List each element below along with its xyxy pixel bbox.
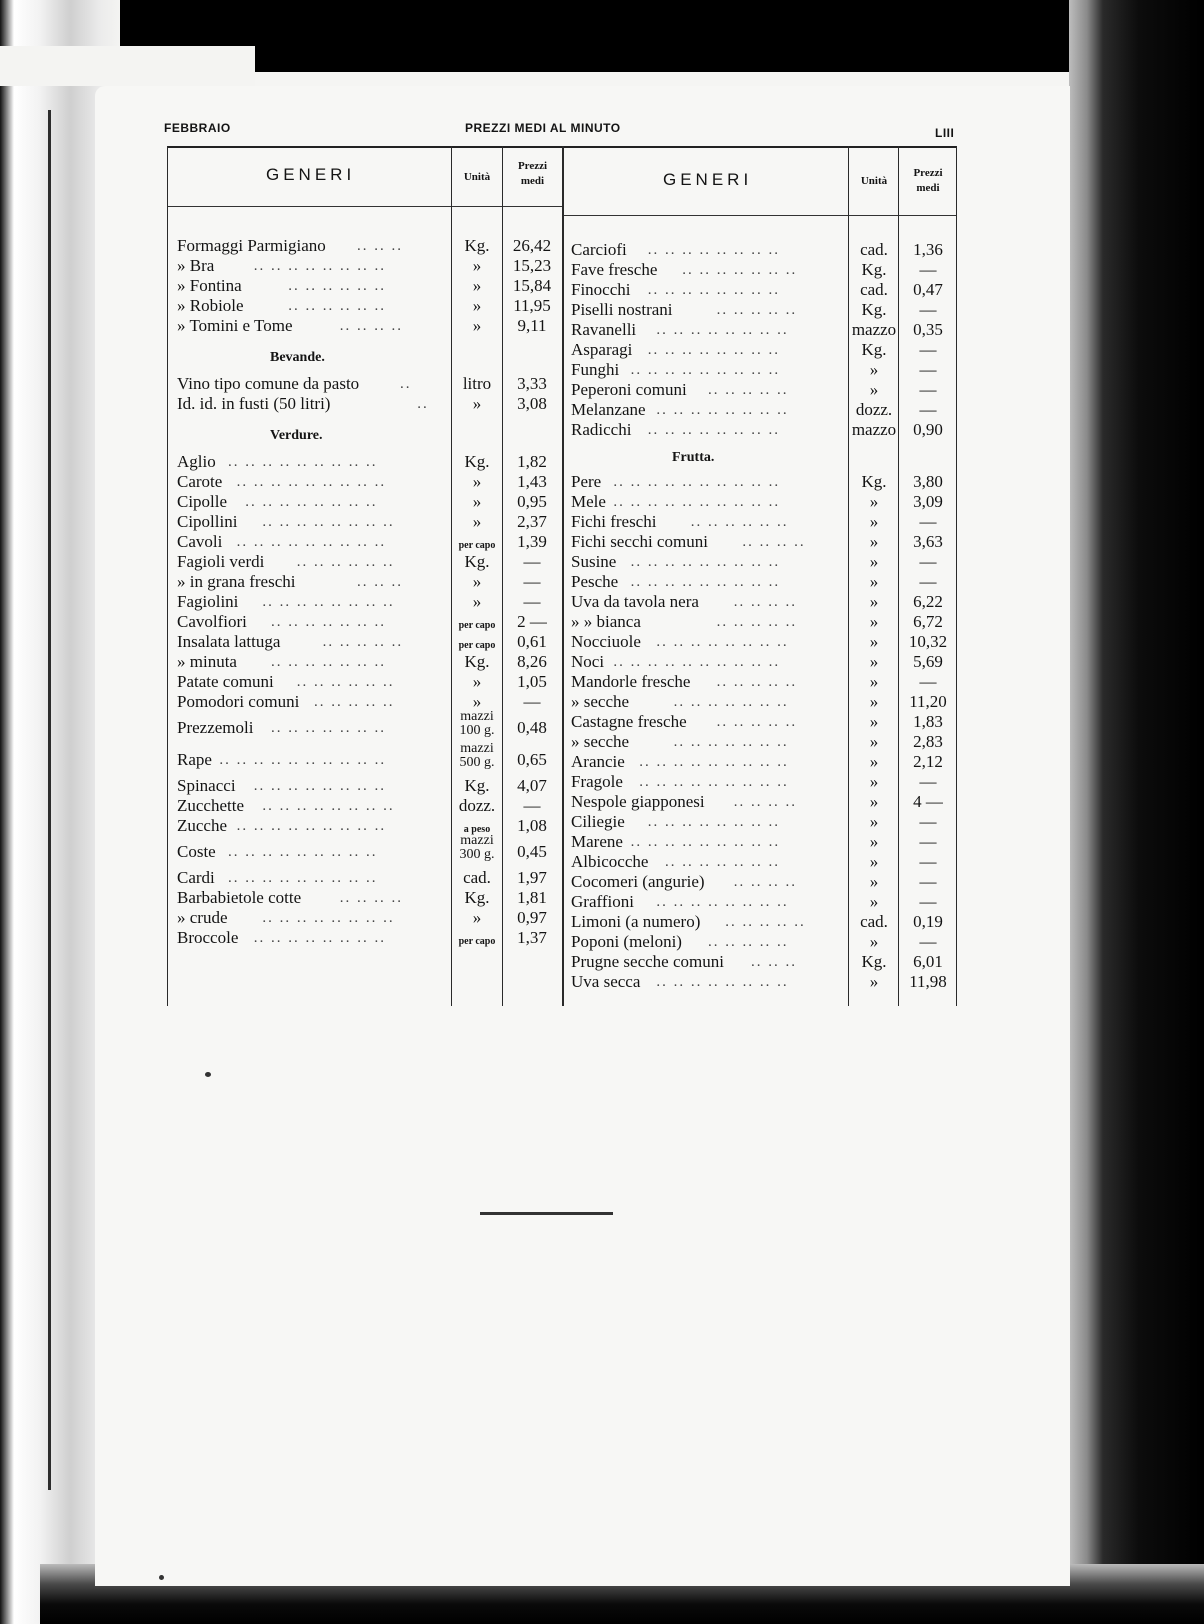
item-name: Susine [571, 552, 617, 571]
item-price: 0,95 [517, 492, 547, 511]
leader-dots: .. .. .. .. .. [322, 634, 404, 650]
item-name: » crude [177, 908, 228, 927]
item-unit: Kg. [464, 652, 490, 671]
item-unit: a peso [463, 824, 491, 835]
item-unit: Kg. [861, 340, 887, 359]
section-title: Bevande. [270, 350, 325, 365]
item-unit: » [869, 872, 879, 891]
item-unit: per capo [458, 540, 496, 551]
item-unit: » [869, 592, 879, 611]
leader-dots: .. .. .. .. .. .. .. .. .. .. [219, 752, 387, 768]
item-price: — [919, 400, 937, 419]
item-unit: per capo [458, 936, 496, 947]
item-name: Cipollini [177, 512, 238, 531]
item-unit: » [869, 360, 879, 379]
item-unit: » [869, 492, 879, 511]
item-unit: » [472, 316, 482, 335]
table-col-divider [898, 146, 899, 1006]
leader-dots: .. .. .. .. .. .. .. .. [262, 594, 395, 610]
item-name: Uva secca [571, 972, 641, 991]
item-unit: litro [462, 374, 492, 393]
item-price: 11,98 [909, 972, 947, 991]
item-name: Albicocche [571, 852, 649, 871]
leader-dots: .. .. .. .. .. .. .. .. .. [630, 554, 781, 570]
item-price: 0,65 [517, 750, 547, 769]
item-price: — [523, 592, 541, 611]
item-unit: » [472, 908, 482, 927]
leader-dots: .. .. .. .. .. [708, 934, 789, 950]
leader-dots: .. .. .. .. .. .. .. .. [253, 258, 387, 274]
leader-dots: .. .. .. .. .. [716, 302, 798, 318]
leader-dots: .. .. .. .. .. .. .. .. .. [639, 754, 789, 770]
item-unit: » [472, 394, 482, 413]
item-unit: » [869, 512, 879, 531]
item-price: — [919, 300, 937, 319]
item-price: 9,11 [517, 316, 547, 335]
item-price: 1,43 [517, 472, 547, 491]
item-name: Cipolle [177, 492, 228, 511]
scan-border-right [1069, 0, 1204, 1624]
item-price: — [919, 380, 937, 399]
item-unit: Kg. [464, 452, 490, 471]
item-name: » Fontina [177, 276, 242, 295]
leader-dots: .. .. .. [751, 954, 797, 970]
column-header-generi-right: GENERI [663, 170, 753, 189]
item-price: 3,80 [913, 472, 943, 491]
leader-dots: .. .. .. .. .. .. .. .. .. [228, 454, 378, 470]
item-unit: » [869, 532, 879, 551]
leader-dots: .. .. .. .. .. .. [296, 554, 395, 570]
item-price: 0,47 [913, 280, 943, 299]
item-price: 11,20 [909, 692, 947, 711]
item-price: 2,37 [517, 512, 547, 531]
item-price: — [919, 360, 937, 379]
item-unit: » [869, 772, 879, 791]
item-unit: mazzo [851, 320, 897, 339]
item-unit: mazzi 500 g. [459, 741, 495, 770]
item-name: Ciliegie [571, 812, 625, 831]
medi-label: medi [520, 175, 545, 187]
item-unit: » [869, 672, 879, 691]
leader-dots: .. .. .. .. .. [708, 382, 789, 398]
item-unit: » [869, 572, 879, 591]
item-price: 0,61 [517, 632, 547, 651]
leader-dots: .. .. .. .. .. .. .. .. .. .. [613, 654, 781, 670]
item-name: Aglio [177, 452, 216, 471]
item-price: 6,72 [913, 612, 943, 631]
item-unit: » [869, 632, 879, 651]
item-unit: Kg. [464, 552, 490, 571]
item-name: Castagne fresche [571, 712, 687, 731]
table-left-border [167, 146, 168, 1006]
item-unit: » [869, 852, 879, 871]
leader-dots: .. .. .. .. .. [716, 714, 798, 730]
item-name: Cardi [177, 868, 215, 887]
item-price: 0,97 [517, 908, 547, 927]
item-name: Peperoni comuni [571, 380, 687, 399]
item-unit: » [472, 472, 482, 491]
item-price: 0,48 [517, 718, 547, 737]
item-unit: » [472, 672, 482, 691]
item-price: 2,12 [913, 752, 943, 771]
item-name: Piselli nostrani [571, 300, 673, 319]
item-name: Rape [177, 750, 212, 769]
item-price: 6,01 [913, 952, 943, 971]
item-name: » Bra [177, 256, 215, 275]
leader-dots: .. .. .. .. [733, 594, 798, 610]
item-price: 1,39 [517, 532, 547, 551]
item-name: Zucchette [177, 796, 245, 815]
item-name: Fagioli verdi [177, 552, 265, 571]
leader-dots: .. .. .. .. .. .. .. .. [656, 402, 789, 418]
leader-dots: .. .. .. .. .. .. .. .. [262, 514, 395, 530]
item-name: Id. id. in fusti (50 litri) [177, 394, 331, 413]
item-price: — [919, 340, 937, 359]
item-unit: per capo [458, 640, 496, 651]
item-name: Zucche [177, 816, 228, 835]
leader-dots: .. .. .. .. [733, 874, 798, 890]
item-unit: » [869, 552, 879, 571]
leader-dots: .. .. .. .. .. .. .. .. .. [639, 774, 789, 790]
column-header-unita-right: Unità [860, 175, 888, 187]
table-col-divider [502, 146, 503, 1006]
leader-dots: .. .. .. .. .. .. .. .. .. [630, 362, 781, 378]
item-unit: » [472, 256, 482, 275]
leader-dots: .. .. .. .. .. .. .. .. [245, 494, 378, 510]
leader-dots: .. .. .. .. [742, 534, 806, 550]
item-name: Marene [571, 832, 623, 851]
item-name: » Tomini e Tome [177, 316, 293, 335]
item-price: 1,05 [517, 672, 547, 691]
item-price: — [523, 692, 541, 711]
item-name: Fagiolini [177, 592, 239, 611]
item-price: — [919, 552, 937, 571]
item-price: — [919, 852, 937, 871]
column-header-generi-left: GENERI [266, 165, 356, 184]
leader-dots: .. [400, 376, 412, 392]
item-name: Pere [571, 472, 602, 491]
item-name: Graffioni [571, 892, 634, 911]
table-col-divider [451, 146, 452, 1006]
item-name: Carote [177, 472, 223, 491]
item-name: » secche [571, 692, 630, 711]
item-price: — [919, 512, 937, 531]
item-price: 15,84 [512, 276, 552, 295]
item-unit: » [472, 276, 482, 295]
item-name: » » bianca [571, 612, 641, 631]
leader-dots: .. .. .. .. .. .. .. .. [647, 242, 781, 258]
leader-dots: .. .. .. [357, 574, 403, 590]
item-unit: » [869, 652, 879, 671]
item-unit: mazzi 100 g. [459, 709, 495, 738]
item-price: — [523, 552, 541, 571]
item-price: — [919, 572, 937, 591]
item-price: 8,26 [517, 652, 547, 671]
section-title: Frutta. [672, 450, 715, 465]
running-head-title: PREZZI MEDI AL MINUTO [465, 121, 621, 135]
leader-dots: .. .. .. .. .. .. .. .. .. [630, 834, 781, 850]
item-price: — [919, 260, 937, 279]
item-unit: Kg. [464, 236, 490, 255]
item-price: 4 — [913, 792, 943, 811]
page-number: LIII [935, 126, 955, 140]
item-price: 3,63 [913, 532, 943, 551]
item-price: 1,82 [517, 452, 547, 471]
item-name: Carciofi [571, 240, 627, 259]
table-col-divider [848, 146, 849, 1006]
item-name: Cavolfiori [177, 612, 247, 631]
item-name: Noci [571, 652, 605, 671]
scan-edge-line [48, 110, 51, 1490]
item-unit: » [472, 592, 482, 611]
leader-dots: .. .. .. .. .. .. [288, 298, 386, 314]
item-unit: mazzi 300 g. [459, 833, 495, 862]
item-price: 1,36 [913, 240, 943, 259]
item-price: 26,42 [512, 236, 552, 255]
item-unit: Kg. [861, 952, 887, 971]
item-price: 0,45 [517, 842, 547, 861]
leader-dots: .. .. .. .. .. .. .. .. [647, 342, 781, 358]
item-price: 2 — [517, 612, 547, 631]
item-price: 11,95 [513, 296, 551, 315]
item-name: Nespole giapponesi [571, 792, 705, 811]
item-name: Fichi freschi [571, 512, 657, 531]
item-name: Formaggi Parmigiano [177, 236, 326, 255]
leader-dots: .. .. .. .. .. [314, 694, 395, 710]
item-price: 6,22 [913, 592, 943, 611]
item-price: 5,69 [913, 652, 943, 671]
item-name: » minuta [177, 652, 237, 671]
item-price: — [919, 892, 937, 911]
item-unit: » [869, 932, 879, 951]
leader-dots: .. .. .. .. .. .. .. .. .. [228, 870, 378, 886]
leader-dots: .. .. .. .. .. .. .. .. .. [236, 534, 387, 550]
item-name: Spinacci [177, 776, 236, 795]
item-unit: Kg. [464, 776, 490, 795]
item-name: » in grana freschi [177, 572, 296, 591]
prezzi-label: Prezzi [913, 167, 943, 179]
item-price: 3,33 [517, 374, 547, 393]
prezzi-label: Prezzi [517, 160, 548, 172]
item-unit: cad. [463, 868, 491, 887]
scan-speck [205, 1072, 211, 1077]
item-price: 0,35 [913, 320, 943, 339]
item-unit: cad. [860, 912, 888, 931]
item-name: Radicchi [571, 420, 632, 439]
leader-dots: .. .. .. .. .. [725, 914, 806, 930]
leader-dots: .. .. .. .. .. .. [288, 278, 386, 294]
item-price: 1,08 [517, 816, 547, 835]
item-unit: Kg. [861, 472, 887, 491]
item-name: Uva da tavola nera [571, 592, 699, 611]
leader-dots: .. .. .. .. .. .. .. [271, 614, 386, 630]
item-unit: » [869, 692, 879, 711]
item-name: Finocchi [571, 280, 631, 299]
item-name: Prugne secche comuni [571, 952, 724, 971]
leader-dots: .. .. .. .. [339, 318, 404, 334]
section-title: Verdure. [270, 428, 323, 443]
item-price: 1,97 [517, 868, 547, 887]
item-name: Mandorle fresche [571, 672, 691, 691]
leader-dots: .. .. .. .. .. .. [690, 514, 789, 530]
leader-dots: .. .. .. .. .. .. .. [673, 734, 789, 750]
item-name: Insalata lattuga [177, 632, 281, 651]
scan-notch [0, 46, 255, 86]
item-price: — [523, 796, 541, 815]
item-name: Patate comuni [177, 672, 274, 691]
leader-dots: .. .. .. .. .. .. .. .. .. .. [613, 474, 781, 490]
column-header-prezzi-right [901, 166, 955, 196]
leader-dots: .. [417, 396, 429, 412]
item-name: Vino tipo comune da pasto [177, 374, 360, 393]
item-price: — [523, 572, 541, 591]
leader-dots: .. .. .. [357, 238, 403, 254]
item-name: Fave fresche [571, 260, 658, 279]
leader-dots: .. .. .. .. .. .. .. .. [656, 322, 789, 338]
item-name: Barbabietole cotte [177, 888, 302, 907]
table-center-divider [562, 146, 564, 1006]
item-name: Fichi secchi comuni [571, 532, 708, 551]
leader-dots: .. .. .. .. .. .. .. .. .. [236, 474, 387, 490]
item-name: » Robiole [177, 296, 244, 315]
leader-dots: .. .. .. .. .. .. .. .. .. [228, 844, 378, 860]
item-name: Pesche [571, 572, 619, 591]
item-unit: » [472, 572, 482, 591]
leader-dots: .. .. .. .. .. .. .. .. [262, 798, 395, 814]
item-name: Ravanelli [571, 320, 637, 339]
leader-dots: .. .. .. .. .. .. .. .. [647, 814, 781, 830]
item-price: — [919, 672, 937, 691]
leader-dots: .. .. .. .. .. .. .. .. [253, 930, 387, 946]
item-unit: » [869, 792, 879, 811]
item-unit: » [472, 492, 482, 511]
item-unit: » [869, 892, 879, 911]
item-name: Cocomeri (angurie) [571, 872, 705, 891]
leader-dots: .. .. .. .. .. .. .. .. [253, 778, 387, 794]
item-price: 1,83 [913, 712, 943, 731]
item-unit: mazzo [851, 420, 897, 439]
item-name: Coste [177, 842, 216, 861]
item-name: Pomodori comuni [177, 692, 300, 711]
item-unit: » [869, 612, 879, 631]
item-price: — [919, 772, 937, 791]
item-price: — [919, 872, 937, 891]
leader-dots: .. .. .. .. .. .. .. .. [262, 910, 395, 926]
item-price: — [919, 812, 937, 831]
item-name: Poponi (meloni) [571, 932, 682, 951]
scan-speck [159, 1575, 164, 1580]
item-unit: cad. [860, 280, 888, 299]
leader-dots: .. .. .. .. .. .. .. [271, 654, 386, 670]
leader-dots: .. .. .. .. .. [716, 674, 798, 690]
item-name: Mele [571, 492, 606, 511]
leader-dots: .. .. .. .. [733, 794, 798, 810]
item-price: 3,08 [517, 394, 547, 413]
item-unit: Kg. [464, 888, 490, 907]
item-unit: Kg. [861, 300, 887, 319]
leader-dots: .. .. .. .. .. .. .. [673, 694, 789, 710]
leader-dots: .. .. .. .. [339, 890, 404, 906]
item-unit: dozz. [458, 796, 496, 815]
item-name: » secche [571, 732, 630, 751]
item-unit: » [869, 712, 879, 731]
item-price: — [919, 832, 937, 851]
item-price: 3,09 [913, 492, 943, 511]
item-unit: » [472, 296, 482, 315]
column-header-prezzi-left [505, 159, 560, 189]
leader-dots: .. .. .. .. .. .. .. [271, 720, 386, 736]
item-name: Asparagi [571, 340, 633, 359]
item-name: Arancie [571, 752, 625, 771]
leader-dots: .. .. .. .. .. .. .. .. [656, 634, 789, 650]
leader-dots: .. .. .. .. .. .. .. .. [656, 974, 789, 990]
item-unit: » [869, 972, 879, 991]
leader-dots: .. .. .. .. .. .. .. .. [647, 282, 781, 298]
item-unit: » [869, 380, 879, 399]
table-right-border [956, 146, 957, 1006]
item-unit: » [869, 832, 879, 851]
leader-dots: .. .. .. .. .. [716, 614, 798, 630]
item-name: Prezzemoli [177, 718, 254, 737]
item-unit: » [869, 812, 879, 831]
leader-dots: .. .. .. .. .. .. .. [665, 854, 780, 870]
item-name: Fragole [571, 772, 623, 791]
item-name: Cavoli [177, 532, 223, 551]
leader-dots: .. .. .. .. .. .. .. .. [647, 422, 781, 438]
leader-dots: .. .. .. .. .. .. .. .. .. .. [613, 494, 781, 510]
item-unit: » [472, 512, 482, 531]
item-price: 0,19 [913, 912, 943, 931]
item-unit: » [869, 752, 879, 771]
leader-dots: .. .. .. .. .. .. .. .. [656, 894, 789, 910]
item-price: 4,07 [517, 776, 547, 795]
item-unit: per capo [458, 620, 496, 631]
leader-dots: .. .. .. .. .. .. .. [682, 262, 798, 278]
leader-dots: .. .. .. .. .. .. .. .. .. [236, 818, 387, 834]
item-name: Melanzane [571, 400, 646, 419]
item-unit: dozz. [855, 400, 893, 419]
item-price: 1,37 [517, 928, 547, 947]
leader-dots: .. .. .. .. .. .. [296, 674, 395, 690]
item-price: 15,23 [512, 256, 552, 275]
item-name: Nocciuole [571, 632, 641, 651]
item-unit: » [869, 732, 879, 751]
column-header-unita-left: Unità [463, 171, 491, 183]
item-price: 1,81 [517, 888, 547, 907]
item-price: — [919, 932, 937, 951]
medi-label: medi [916, 182, 940, 194]
item-name: Funghi [571, 360, 620, 379]
end-rule [480, 1212, 613, 1215]
item-unit: Kg. [861, 260, 887, 279]
item-name: Limoni (a numero) [571, 912, 701, 931]
item-name: Broccole [177, 928, 239, 947]
item-unit: cad. [860, 240, 888, 259]
running-head-month: FEBBRAIO [164, 121, 231, 135]
item-price: 10,32 [908, 632, 948, 651]
item-price: 0,90 [913, 420, 943, 439]
item-unit: » [472, 692, 482, 711]
item-price: 2,83 [913, 732, 943, 751]
leader-dots: .. .. .. .. .. .. .. .. .. [630, 574, 781, 590]
